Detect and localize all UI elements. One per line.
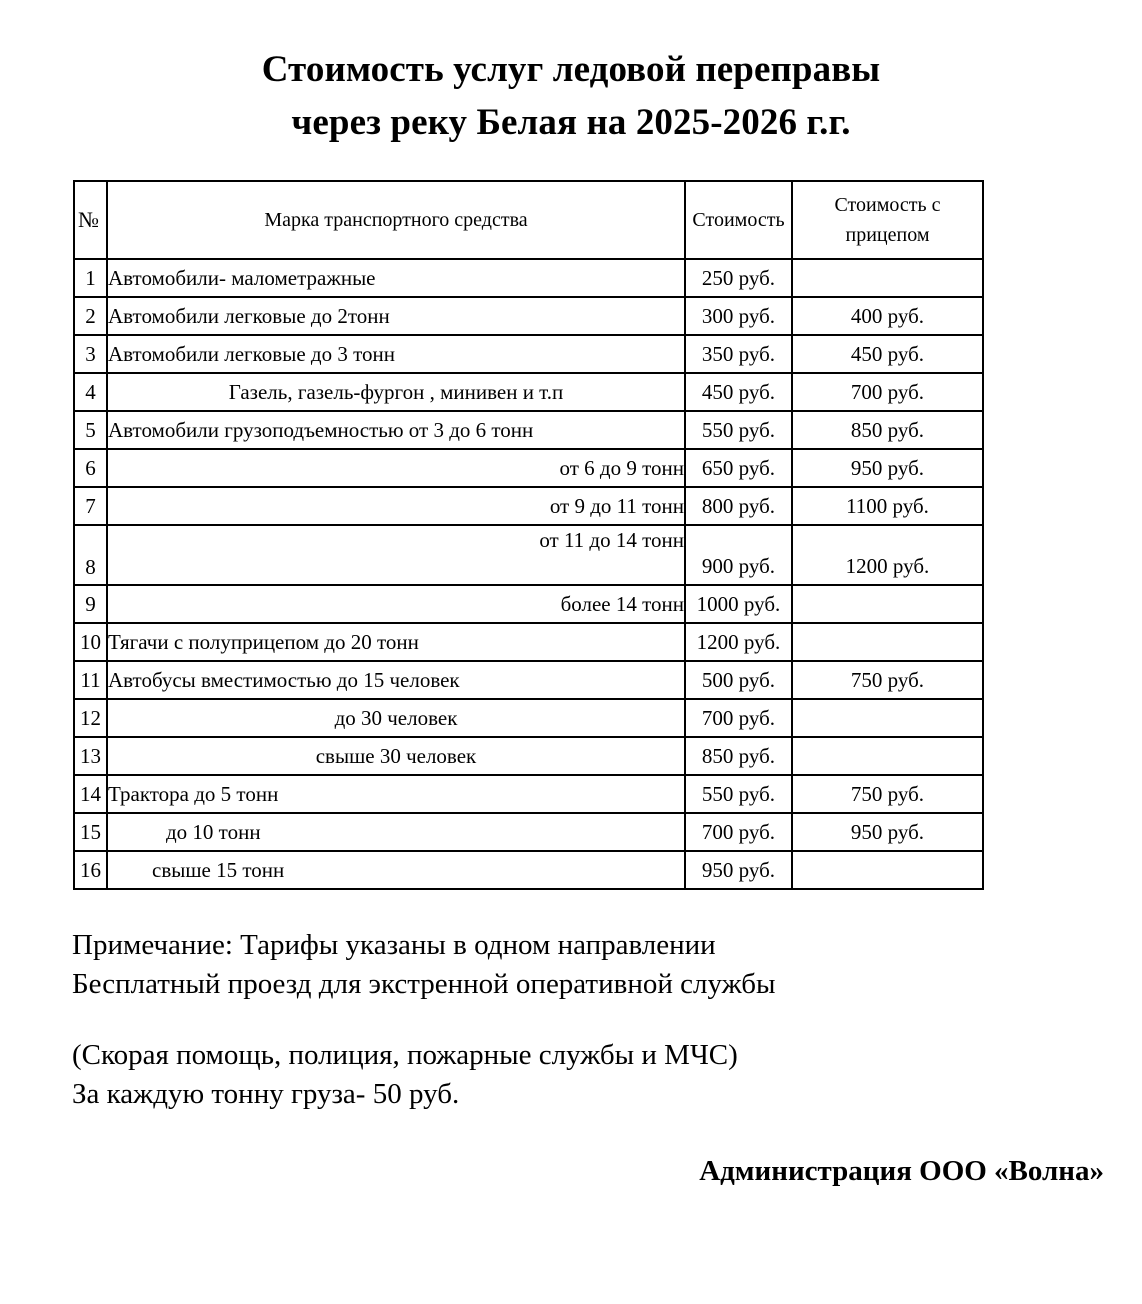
row-price-with-trailer: 750 руб. (792, 661, 983, 699)
row-price-with-trailer: 1200 руб. (792, 525, 983, 585)
price-table (73, 180, 984, 890)
table-row (74, 487, 983, 525)
row-price: 800 руб. (685, 487, 792, 525)
row-description: более 14 тонн (107, 585, 685, 623)
signature: Администрация ООО «Волна» (699, 1155, 1104, 1188)
row-number: 14 (74, 775, 107, 813)
row-price-with-trailer: 950 руб. (792, 449, 983, 487)
row-price-with-trailer: 750 руб. (792, 775, 983, 813)
price-table-container (0, 180, 1142, 890)
row-price-with-trailer: 950 руб. (792, 813, 983, 851)
row-price-with-trailer (792, 259, 983, 297)
row-description: Автомобили- малометражные (107, 259, 685, 297)
row-price: 550 руб. (685, 411, 792, 449)
column-header-number: № (74, 181, 107, 259)
row-number: 5 (74, 411, 107, 449)
table-header-row (74, 181, 983, 259)
column-header-price-trailer (792, 181, 983, 259)
row-price-with-trailer (792, 585, 983, 623)
table-row (74, 813, 983, 851)
row-description: Автомобили легковые до 3 тонн (107, 335, 685, 373)
row-price: 900 руб. (685, 525, 792, 585)
row-number: 6 (74, 449, 107, 487)
row-price: 450 руб. (685, 373, 792, 411)
row-description: до 30 человек (107, 699, 685, 737)
row-number: 13 (74, 737, 107, 775)
note-line-4: За каждую тонну груза- 50 руб. (72, 1077, 460, 1110)
row-price: 300 руб. (685, 297, 792, 335)
table-row (74, 411, 983, 449)
row-price-with-trailer (792, 851, 983, 889)
row-description: Автомобили грузоподъемностью от 3 до 6 тонн (107, 411, 685, 449)
row-price: 950 руб. (685, 851, 792, 889)
row-number: 1 (74, 259, 107, 297)
table-body (74, 259, 983, 889)
row-number: 4 (74, 373, 107, 411)
row-price: 850 руб. (685, 737, 792, 775)
row-description: до 10 тонн (107, 813, 685, 851)
note-line-1: Примечание: Тарифы указаны в одном направлении (72, 929, 716, 962)
row-number: 2 (74, 297, 107, 335)
row-number: 3 (74, 335, 107, 373)
table-row (74, 525, 983, 585)
notes-spacer (72, 1003, 1102, 1036)
row-price: 350 руб. (685, 335, 792, 373)
row-price-with-trailer: 850 руб. (792, 411, 983, 449)
row-number: 8 (74, 525, 107, 585)
row-price: 1200 руб. (685, 623, 792, 661)
table-row (74, 373, 983, 411)
row-number: 9 (74, 585, 107, 623)
row-number: 10 (74, 623, 107, 661)
table-row (74, 775, 983, 813)
row-description: от 11 до 14 тонн (107, 525, 685, 585)
table-row (74, 851, 983, 889)
row-description: Газель, газель-фургон , минивен и т.п (107, 373, 685, 411)
table-row (74, 585, 983, 623)
table-row (74, 297, 983, 335)
row-number: 12 (74, 699, 107, 737)
table-row (74, 259, 983, 297)
row-description: Автомобили легковые до 2тонн (107, 297, 685, 335)
row-price: 250 руб. (685, 259, 792, 297)
table-row (74, 737, 983, 775)
row-description: от 9 до 11 тонн (107, 487, 685, 525)
row-price-with-trailer (792, 623, 983, 661)
title-line-1: Стоимость услуг ледовой переправы (261, 49, 881, 90)
row-price-with-trailer: 700 руб. (792, 373, 983, 411)
table-row (74, 661, 983, 699)
table-row (74, 623, 983, 661)
row-description: Тягачи с полуприцепом до 20 тонн (107, 623, 685, 661)
row-price: 500 руб. (685, 661, 792, 699)
row-description: Трактора до 5 тонн (107, 775, 685, 813)
row-description: Автобусы вместимостью до 15 человек (107, 661, 685, 699)
row-price-with-trailer (792, 699, 983, 737)
notes-section (0, 926, 1142, 1113)
row-price: 1000 руб. (685, 585, 792, 623)
row-price: 650 руб. (685, 449, 792, 487)
row-number: 11 (74, 661, 107, 699)
row-price-with-trailer: 400 руб. (792, 297, 983, 335)
column-header-price-trailer-line2: прицепом (845, 224, 930, 247)
column-header-price: Стоимость (685, 181, 792, 259)
row-price: 550 руб. (685, 775, 792, 813)
row-number: 15 (74, 813, 107, 851)
table-row (74, 449, 983, 487)
row-price-with-trailer: 450 руб. (792, 335, 983, 373)
note-line-3: (Скорая помощь, полиция, пожарные службы и МЧС) (72, 1039, 738, 1072)
row-price: 700 руб. (685, 813, 792, 851)
note-line-2: Бесплатный проезд для экстренной оперативной службы (72, 967, 776, 1000)
row-number: 7 (74, 487, 107, 525)
row-description: свыше 30 человек (107, 737, 685, 775)
row-description: от 6 до 9 тонн (107, 449, 685, 487)
row-price-with-trailer (792, 737, 983, 775)
column-header-description: Марка транспортного средства (107, 181, 685, 259)
table-header (74, 181, 983, 259)
row-price: 700 руб. (685, 699, 792, 737)
table-row (74, 335, 983, 373)
table-row (74, 699, 983, 737)
column-header-price-trailer-line1: Стоимость с (834, 194, 941, 217)
page-title (0, 0, 1142, 149)
row-price-with-trailer: 1100 руб. (792, 487, 983, 525)
row-number: 16 (74, 851, 107, 889)
row-description: свыше 15 тонн (107, 851, 685, 889)
title-line-2: через реку Белая на 2025-2026 г.г. (291, 101, 851, 143)
